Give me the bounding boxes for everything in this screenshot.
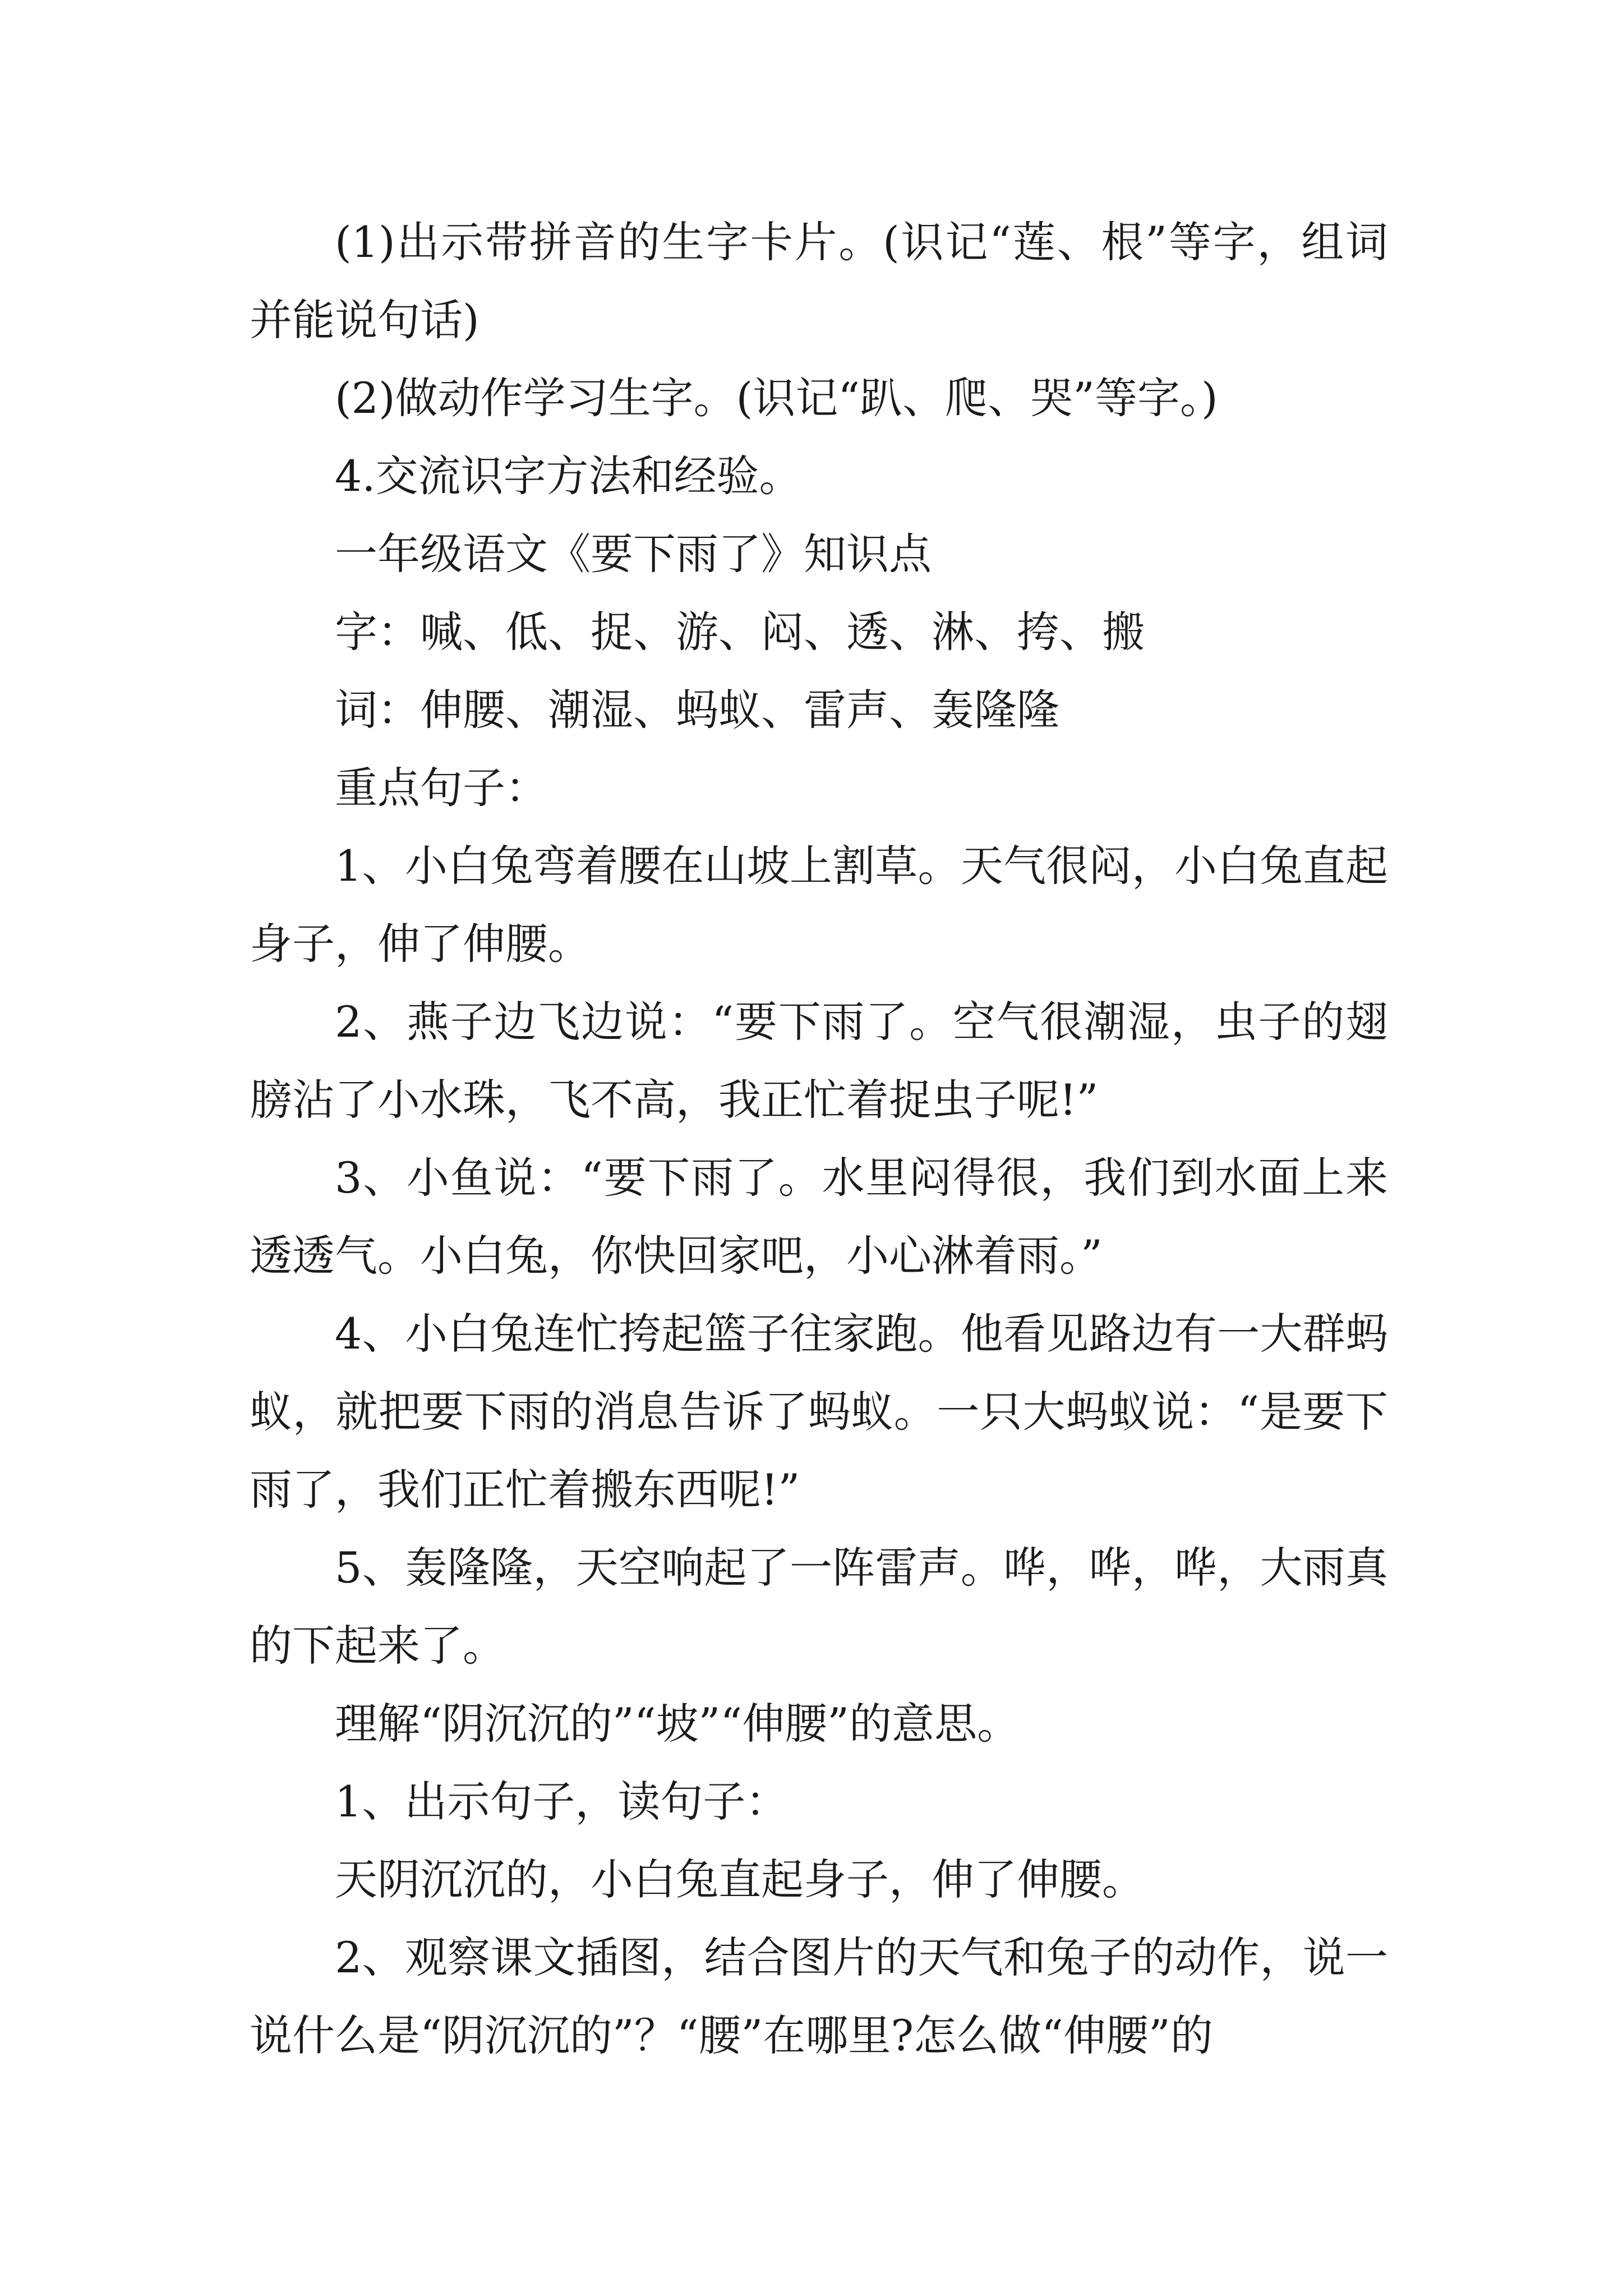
- sentence-2: 2、燕子边飞边说：“要下雨了。空气很潮湿，虫子的翅膀沾了小水珠，飞不高，我正忙着捉虫子呢!”: [250, 997, 1388, 1125]
- step-1: 1、出示句子，读句子：: [335, 1777, 789, 1826]
- sentence-4: 4、小白兔连忙挎起篮子往家跑。他看见路边有一大群蚂蚁，就把要下雨的消息告诉了蚂蚁。一只大蚂蚁说：“是要下雨了，我们正忙着搬东西呢!”: [250, 1309, 1388, 1515]
- characters-line: 字：喊、低、捉、游、闷、透、淋、挎、搬: [335, 607, 1145, 657]
- sentence-3: 3、小鱼说：“要下雨了。水里闷得很，我们到水面上来透透气。小白兔，你快回家吧，小心淋着雨。”: [250, 1153, 1388, 1281]
- document-body: [250, 203, 1388, 2074]
- paragraph-3: 4.交流识字方法和经验。: [335, 451, 802, 501]
- words-line: 词：伸腰、潮湿、蚂蚁、雷声、轰隆隆: [335, 685, 1059, 735]
- sentence-5: 5、轰隆隆，天空响起了一阵雷声。哗，哗，哗，大雨真的下起来了。: [250, 1543, 1388, 1671]
- key-sentences-heading: 重点句子：: [335, 763, 548, 813]
- sentence-1: 1、小白兔弯着腰在山坡上割草。天气很闷，小白兔直起身子，伸了伸腰。: [250, 841, 1388, 969]
- paragraph-1: (1)出示带拼音的生字卡片。(识记“莲、根”等字，组词并能说句话): [250, 217, 1388, 345]
- paragraph-2: (2)做动作学习生字。(识记“趴、爬、哭”等字。): [335, 373, 1218, 423]
- example-sentence: 天阴沉沉的，小白兔直起身子，伸了伸腰。: [335, 1855, 1145, 1904]
- step-2: 2、观察课文插图，结合图片的天气和兔子的动作，说一说什么是“阴沉沉的”？“腰”在哪里?怎么做“伸腰”的: [250, 1932, 1388, 2060]
- section-title: 一年级语文《要下雨了》知识点: [335, 529, 932, 579]
- understanding-heading: 理解“阴沉沉的”“坡”“伸腰”的意思。: [335, 1699, 1020, 1749]
